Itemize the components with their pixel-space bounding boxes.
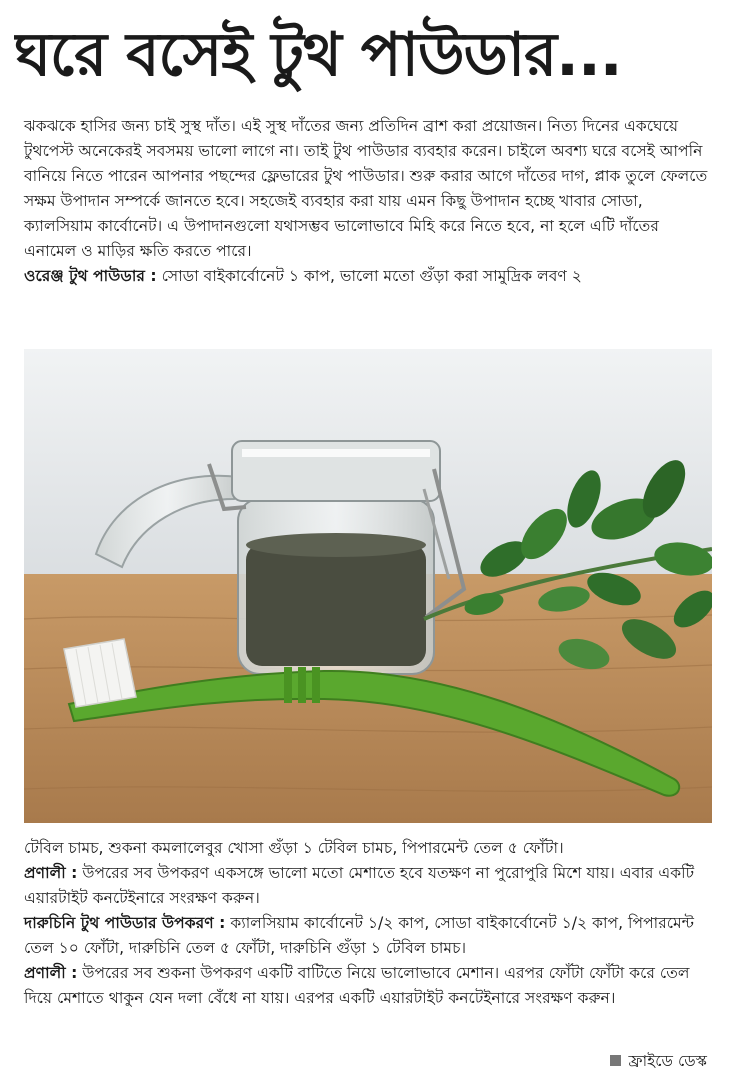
cinnamon-paragraph xyxy=(24,911,712,961)
article-lower-block xyxy=(24,836,712,1011)
method-one-label: প্রণালী : xyxy=(24,864,78,882)
orange-powder-label: ওরেঞ্জ টুথ পাউডার : xyxy=(24,267,157,285)
method-two-label: প্রণালী : xyxy=(24,964,78,982)
byline-square-icon xyxy=(610,1055,621,1066)
method-two-paragraph xyxy=(24,961,712,1011)
photo-illustration xyxy=(24,349,712,823)
article-photo xyxy=(24,349,712,823)
cinnamon-ingredients-text: ক্যালসিয়াম কার্বোনেট ১/২ কাপ, সোডা বাইকার্বোনেট ১/২ কাপ, পিপারমেন্ট তেল ১০ ফোঁটা, দারুচিনি তেল ৫ ফোঁটা, দারুচিনি গুঁড়া ১ টেবিল চামচ। xyxy=(24,914,694,957)
article-intro-block xyxy=(24,114,712,289)
article-headline: ঘরে বসেই টুথ পাউডার... xyxy=(14,20,622,90)
method-two-text: উপরের সব শুকনা উপকরণ একটি বাটিতে নিয়ে ভালোভাবে মেশান। এরপর ফোঁটা ফোঁটা করে তেল দিয়ে মেশাতে থাকুন যেন দলা বেঁধে না যায়। এরপর একটি এয়ারটাইট কনটেইনারে সংরক্ষণ করুন। xyxy=(24,964,690,1007)
method-one-text: উপরের সব উপকরণ একসঙ্গে ভালো মতো মেশাতে হবে যতক্ষণ না পুরোপুরি মিশে যায়। এবার একটি এয়ারটাইট কনটেইনারে সংরক্ষণ করুন। xyxy=(24,864,695,907)
orange-paragraph-start xyxy=(24,264,712,289)
byline xyxy=(610,1049,707,1074)
cinnamon-powder-label: দারুচিনি টুথ পাউডার উপকরণ : xyxy=(24,914,226,932)
orange-ingredients-end: টেবিল চামচ, শুকনা কমলালেবুর খোসা গুঁড়া ১ টেবিল চামচ, পিপারমেন্ট তেল ৫ ফোঁটা। xyxy=(24,839,564,857)
byline-text: ফ্রাইডে ডেস্ক xyxy=(628,1052,707,1070)
orange-ingredients-start: সোডা বাইকার্বোনেট ১ কাপ, ভালো মতো গুঁড়া করা সামুদ্রিক লবণ ২ xyxy=(161,267,582,285)
method-one-paragraph xyxy=(24,861,712,911)
intro-paragraph: ঝকঝকে হাসির জন্য চাই সুস্থ দাঁত। এই সুস্থ দাঁতের জন্য প্রতিদিন ব্রাশ করা প্রয়োজন। নিত্য দিনের একঘেয়ে টুথপেস্ট অনেকেরই সবসময় ভালো লাগে না। তাই টুথ পাউডার ব্যবহার করেন। চাইলে অবশ্য ঘরে বসেই আপনি বানিয়ে নিতে পারেন আপনার পছন্দের ফ্লেভারের টুথ পাউডার। শুরু করার আগে দাঁতের দাগ, প্লাক তুলে ফেলতে সক্ষম উপাদান সম্পর্কে জানতে হবে। সহজেই ব্যবহার করা যায় এমন কিছু উপাদান হচ্ছে খাবার সোডা, ক্যালসিয়াম কার্বোনেট। এ উপাদানগুলো যথাসম্ভব ভালোভাবে মিহি করে নিতে হবে, না হলে এটি দাঁতের এনামেল ও মাড়ির ক্ষতি করতে পারে। xyxy=(24,117,708,260)
